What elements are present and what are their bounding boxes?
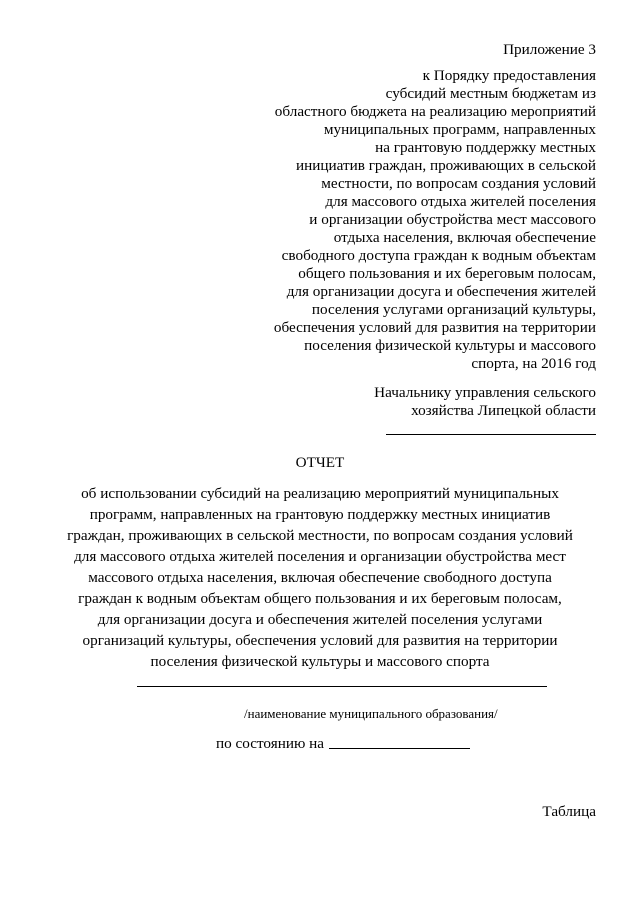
annex-line-9: для массового отдыха жителей поселения xyxy=(325,193,596,210)
subject-line-5: массового отдыха населения, включая обеспечение свободного доступа xyxy=(88,569,552,586)
annex-line-12: свободного доступа граждан к водным объектам xyxy=(281,247,596,264)
subject-line-8: организаций культуры, обеспечения условий для развития на территории xyxy=(82,632,558,649)
annex-line-4: областного бюджета на реализацию мероприятий xyxy=(274,103,596,120)
annex-line-6: на грантовую поддержку местных xyxy=(375,139,596,156)
addressee-line-2: хозяйства Липецкой области xyxy=(411,402,596,419)
annex-line-16: обеспечения условий для развития на территории xyxy=(273,319,596,336)
annex-line-13: общего пользования и их береговым полосам, xyxy=(298,265,596,282)
municipality-caption: /наименование муниципального образования/ xyxy=(244,706,498,721)
addressee-name-field[interactable] xyxy=(386,434,596,435)
annex-line-2: к Порядку предоставления xyxy=(422,67,596,84)
municipality-name-field[interactable] xyxy=(137,686,547,687)
annex-line-14: для организации досуга и обеспечения жителей xyxy=(286,283,596,300)
annex-line-8: местности, по вопросам создания условий xyxy=(321,175,596,192)
subject-line-6: граждан к водным объектам общего пользования и их береговым полосам, xyxy=(78,590,562,607)
table-label: Таблица xyxy=(542,803,596,820)
annex-line-5: муниципальных программ, направленных xyxy=(323,121,596,138)
subject-line-1: об использовании субсидий на реализацию мероприятий муниципальных xyxy=(81,485,559,502)
annex-line-1: Приложение 3 xyxy=(503,41,596,58)
subject-line-7: для организации досуга и обеспечения жителей поселения услугами xyxy=(97,611,543,628)
annex-line-11: отдыха населения, включая обеспечение xyxy=(333,229,596,246)
subject-line-2: программ, направленных на грантовую поддержку местных инициатив xyxy=(89,506,551,523)
annex-line-15: поселения услугами организаций культуры, xyxy=(311,301,596,318)
annex-line-18: спорта, на 2016 год xyxy=(471,355,596,372)
report-title: ОТЧЕТ xyxy=(295,454,345,471)
annex-line-17: поселения физической культуры и массового xyxy=(304,337,596,354)
subject-line-4: для массового отдыха жителей поселения и организации обустройства мест xyxy=(74,548,566,565)
as-of-label: по состоянию на xyxy=(216,735,324,752)
annex-line-7: инициатив граждан, проживающих в сельской xyxy=(295,157,596,174)
subject-line-3: граждан, проживающих в сельской местности, по вопросам создания условий xyxy=(67,527,573,544)
as-of-date-field[interactable] xyxy=(329,748,470,749)
subject-line-9: поселения физической культуры и массового спорта xyxy=(150,653,490,670)
annex-line-3: субсидий местным бюджетам из xyxy=(385,85,596,102)
addressee-line-1: Начальнику управления сельского xyxy=(374,384,596,401)
annex-line-10: и организации обустройства мест массового xyxy=(309,211,596,228)
